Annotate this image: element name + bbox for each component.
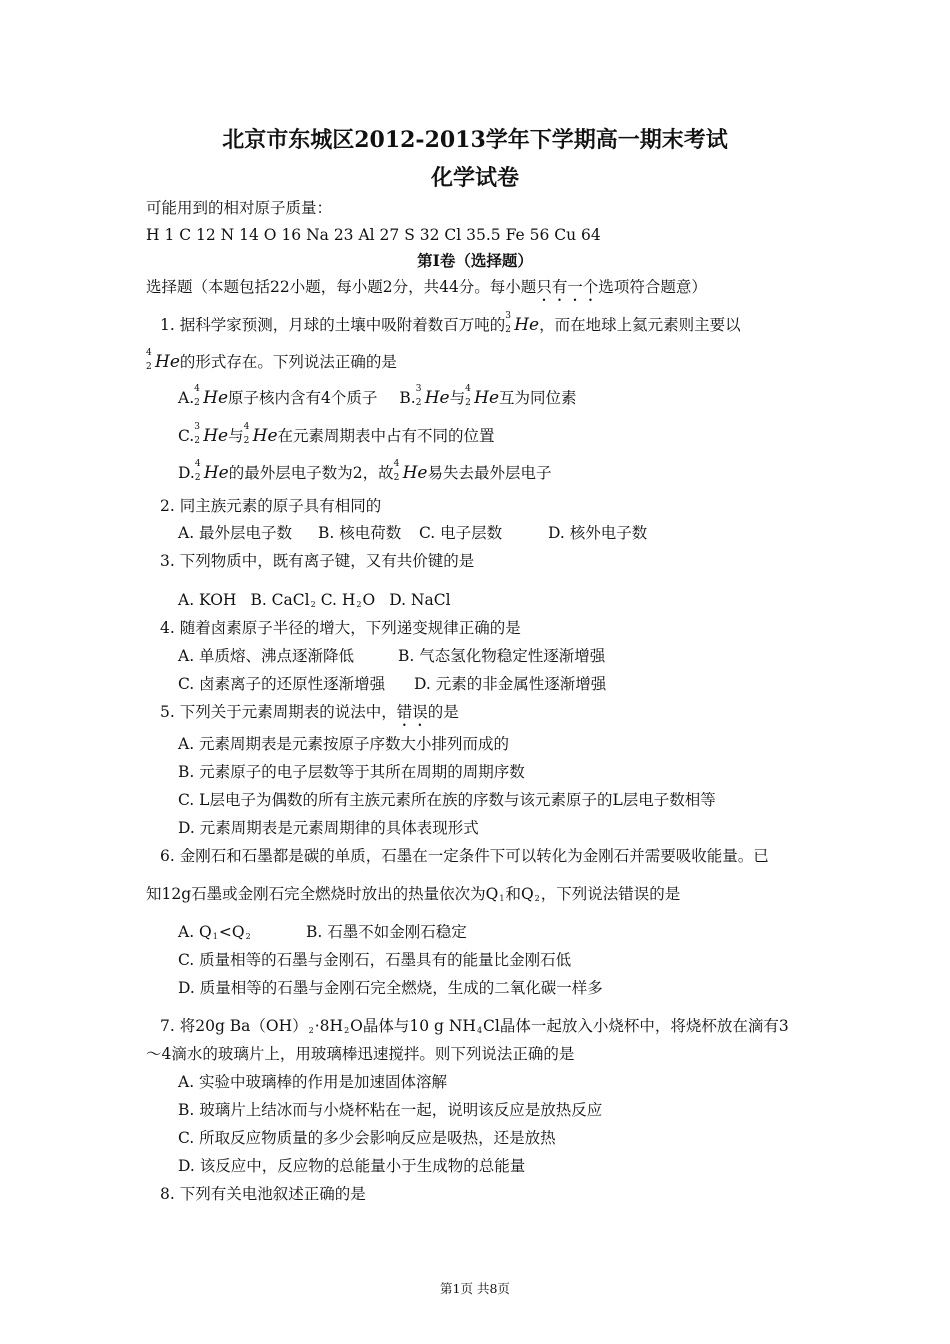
- q1-stem-line1: 1. 据科学家预测，月球的土壤中吸附着数百万吨的 3 2 He，而在地球上氦元素则主要以: [160, 311, 741, 335]
- isotope-he4: 4 2: [194, 459, 201, 483]
- q1-option-c: C. 3 2 He与 4 2 He在元素周期表中占有不同的位置: [178, 422, 495, 446]
- q2-option-b: B. 核电荷数: [318, 524, 402, 542]
- q2-option-c: C. 电子层数: [419, 524, 503, 542]
- q2-option-d: D. 核外电子数: [548, 524, 648, 542]
- emphasis-only-one: 只有一个: [536, 278, 599, 296]
- exam-subtitle: 化学试卷: [430, 165, 519, 191]
- isotope-he3: 3 2: [194, 422, 200, 446]
- q5-stem: 5. 下列关于元素周期表的说法中，错误的是: [160, 703, 459, 721]
- section-instructions: 选择题（本题包括22小题，每小题2分，共44分。每小题只有一个选项符合题意）: [146, 278, 707, 296]
- q6-stem-line2: 知12g石墨或金刚石完全燃烧时放出的热量依次为$Q_1$和$Q_2$，下列说法错误的是: [146, 885, 681, 903]
- q3-options: A. KOH B. CaCl$_2$ C. $H_2O$ D. NaCl: [178, 591, 451, 609]
- q8-stem: 8. 下列有关电池叙述正确的是: [160, 1185, 366, 1203]
- isotope-he4: 4 2: [146, 348, 152, 372]
- q7-option-b: B. 玻璃片上结冰而与小烧杯粘在一起，说明该反应是放热反应: [178, 1101, 603, 1119]
- q5-option-a: A. 元素周期表是元素按原子序数大小排列而成的: [178, 735, 510, 753]
- atomic-mass-list: H 1 C 12 N 14 O 16 Na 23 Al 27 S 32 Cl 35.5 Fe 56 Cu 64: [146, 226, 601, 244]
- q6-option-c: C. 质量相等的石墨与金刚石，石墨具有的能量比金刚石低: [178, 951, 572, 969]
- isotope-he3: 3 2: [415, 384, 422, 408]
- q2-option-a: A. 最外层电子数: [178, 524, 293, 542]
- isotope-he4: 4 2: [465, 384, 471, 408]
- q1-option-a-b: A. 4 2 He原子核内含有4个质子 B. 3 2 He与 4 2 He互为同位素: [178, 384, 577, 408]
- q5-option-b: B. 元素原子的电子层数等于其所在周期的周期序数: [178, 763, 525, 781]
- q1-stem-line2: 4 2 He的形式存在。下列说法正确的是: [146, 348, 397, 372]
- isotope-he4: 4 2: [194, 384, 200, 408]
- q6-option-a: A. $Q_1<Q_2$: [178, 923, 251, 941]
- q4-option-d: D. 元素的非金属性逐渐增强: [414, 675, 607, 693]
- q7-option-c: C. 所取反应物质量的多少会影响反应是吸热，还是放热: [178, 1129, 556, 1147]
- q5-option-d: D. 元素周期表是元素周期律的具体表现形式: [178, 819, 479, 837]
- q4-option-c: C. 卤素离子的还原性逐渐增强: [178, 675, 386, 693]
- q6-option-b: B. 石墨不如金刚石稳定: [306, 923, 467, 941]
- emphasis-wrong: 错误: [396, 703, 428, 721]
- q3-stem: 3. 下列物质中，既有离子键，又有共价键的是: [160, 552, 475, 570]
- isotope-he4: 4 2: [243, 422, 250, 446]
- q4-option-a: A. 单质熔、沸点逐渐降低: [178, 647, 355, 665]
- q7-option-d: D. 该反应中，反应物的总能量小于生成物的总能量: [178, 1157, 526, 1175]
- q4-option-b: B. 气态氢化物稳定性逐渐增强: [398, 647, 606, 665]
- isotope-he3: 3 2: [505, 311, 511, 335]
- q5-option-c: C. L层电子为偶数的所有主族元素所在族的序数与该元素原子的L层电子数相等: [178, 791, 716, 809]
- section-heading: 第Ⅰ卷（选择题）: [417, 251, 533, 270]
- q6-stem-line1: 6. 金刚石和石墨都是碳的单质，石墨在一定条件下可以转化为金刚石并需要吸收能量。已: [160, 847, 769, 865]
- q4-stem: 4. 随着卤素原子半径的增大，下列递变规律正确的是: [160, 619, 521, 637]
- isotope-he4: 4 2: [393, 459, 400, 483]
- q6-option-d: D. 质量相等的石墨与金刚石完全燃烧，生成的二氧化碳一样多: [178, 979, 603, 997]
- q7-option-a: A. 实验中玻璃棒的作用是加速固体溶解: [178, 1073, 448, 1091]
- q7-stem-line1: 7. 将20g $Ba(OH)_2\cdot 8H_2O$晶体与10 g $NH_4Cl$晶体一起放入小烧杯中，将烧杯放在滴有3: [160, 1017, 789, 1035]
- exam-title: 北京市东城区2012-2013学年下学期高一期末考试: [222, 127, 728, 153]
- q1-option-d: D. 4 2 He的最外层电子数为2，故 4 2 He易失去最外层电子: [178, 459, 552, 483]
- q7-stem-line2: ～4滴水的玻璃片上，用玻璃棒迅速搅拌。则下列说法正确的是: [146, 1045, 575, 1063]
- q2-stem: 2. 同主族元素的原子具有相同的: [160, 497, 382, 515]
- atomic-mass-intro: 可能用到的相对原子质量：: [146, 199, 333, 217]
- page-footer: 第1页 共8页: [440, 1281, 510, 1296]
